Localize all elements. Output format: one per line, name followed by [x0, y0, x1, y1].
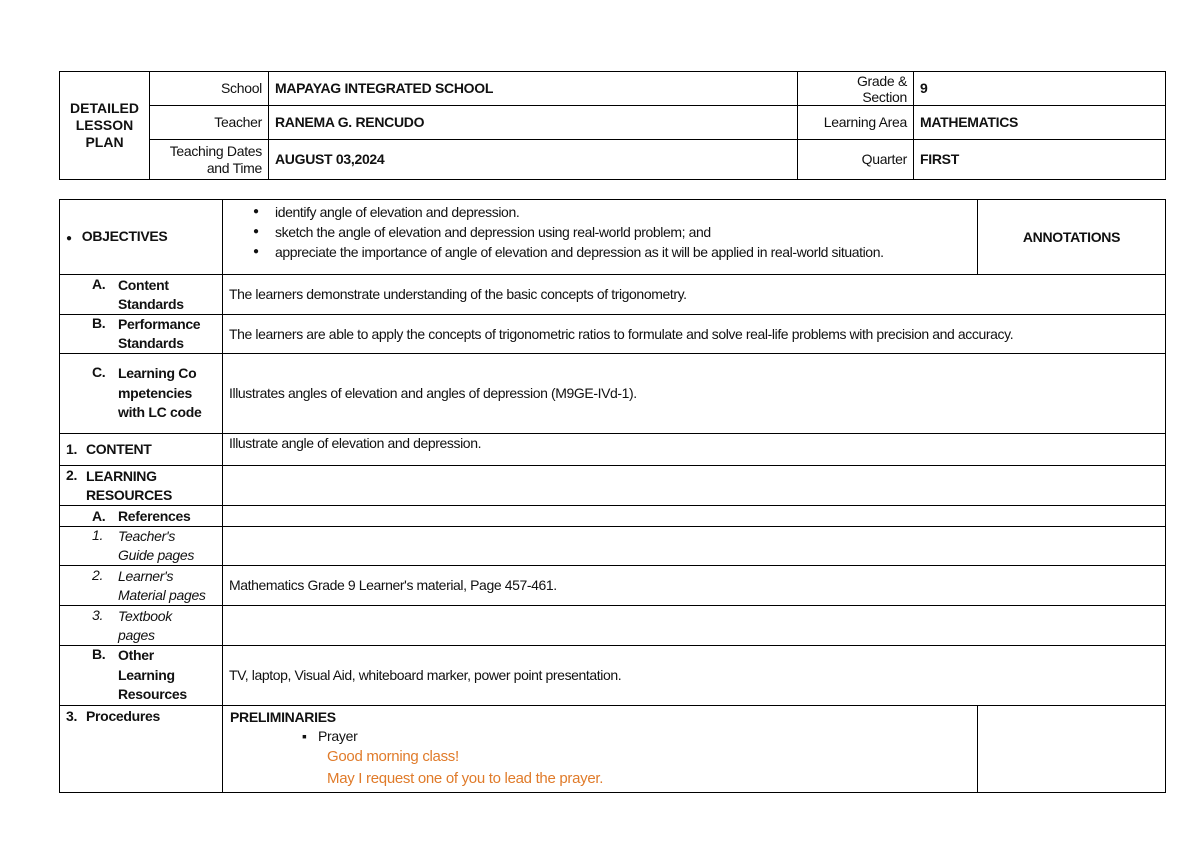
preliminaries-heading: PRELIMINARIES: [230, 709, 336, 725]
bullet-icon: ●: [66, 232, 72, 244]
teaching-dates-label: Teaching Dates and Time: [150, 140, 269, 180]
procedures-content: [223, 706, 978, 793]
other-resources-value: TV, laptop, Visual Aid, whiteboard marker, power point presentation.: [223, 646, 1166, 706]
objective-item: ● identify angle of elevation and depression.: [223, 202, 977, 222]
textbook-label: 3. Textbook pages: [60, 606, 223, 646]
references-label: A. References: [60, 506, 223, 527]
textbook-value: [223, 606, 1166, 646]
objective-item: ● appreciate the importance of angle of elevation and depression as it will be applied in real-world situation.: [223, 242, 977, 262]
learners-material-value: Mathematics Grade 9 Learner's material, Page 457-461.: [223, 566, 1166, 606]
objectives-label: ● OBJECTIVES: [60, 200, 223, 275]
teacher-value: RANEMA G. RENCUDO: [269, 106, 798, 140]
prayer-request-line: May I request one of you to lead the prayer.: [327, 770, 604, 787]
greeting-line: Good morning class!: [327, 748, 459, 765]
learning-competencies-value: Illustrates angles of elevation and angles of depression (M9GE-IVd-1).: [223, 354, 1166, 434]
grade-section-value: 9: [914, 72, 1166, 106]
lesson-plan-title: DETAILED LESSON PLAN: [60, 72, 150, 180]
procedures-label: 3. Procedures: [60, 706, 223, 793]
performance-standards-label: B. Performance Standards: [60, 315, 223, 354]
performance-standards-value: The learners are able to apply the concepts of trigonometric ratios to formulate and solve real-life problems with precision and accuracy.: [223, 315, 1166, 354]
grade-section-label: Grade & Section: [798, 72, 914, 106]
other-resources-label: B. Other Learning Resources: [60, 646, 223, 706]
objectives-list-cell: [223, 200, 978, 275]
learning-area-label: Learning Area: [798, 106, 914, 140]
content-value: Illustrate angle of elevation and depression.: [223, 434, 1166, 466]
learning-area-value: MATHEMATICS: [914, 106, 1166, 140]
content-standards-value: The learners demonstrate understanding of the basic concepts of trigonometry.: [223, 275, 1166, 315]
school-value: MAPAYAG INTEGRATED SCHOOL: [269, 72, 798, 106]
content-label: 1. CONTENT: [60, 434, 223, 466]
school-label: School: [150, 72, 269, 106]
header-table: [59, 71, 1166, 180]
learning-resources-label: 2. LEARNING RESOURCES: [60, 466, 223, 506]
teaching-dates-value: AUGUST 03,2024: [269, 140, 798, 180]
learning-competencies-label: C. Learning Competencies with LC code: [60, 354, 223, 434]
quarter-label: Quarter: [798, 140, 914, 180]
teachers-guide-value: [223, 527, 1166, 566]
objectives-list: [223, 202, 977, 262]
procedures-annotations: [978, 706, 1166, 793]
quarter-value: FIRST: [914, 140, 1166, 180]
learners-material-label: 2. Learner's Material pages: [60, 566, 223, 606]
references-value: [223, 506, 1166, 527]
learning-resources-value: [223, 466, 1166, 506]
annotations-header: ANNOTATIONS: [978, 200, 1166, 275]
prayer-item: ▪ Prayer: [230, 727, 971, 746]
objective-item: ● sketch the angle of elevation and depression using real-world problem; and: [223, 222, 977, 242]
teachers-guide-label: 1. Teacher's Guide pages: [60, 527, 223, 566]
content-standards-label: A. Content Standards: [60, 275, 223, 315]
lesson-plan-table: [59, 199, 1166, 793]
teacher-label: Teacher: [150, 106, 269, 140]
